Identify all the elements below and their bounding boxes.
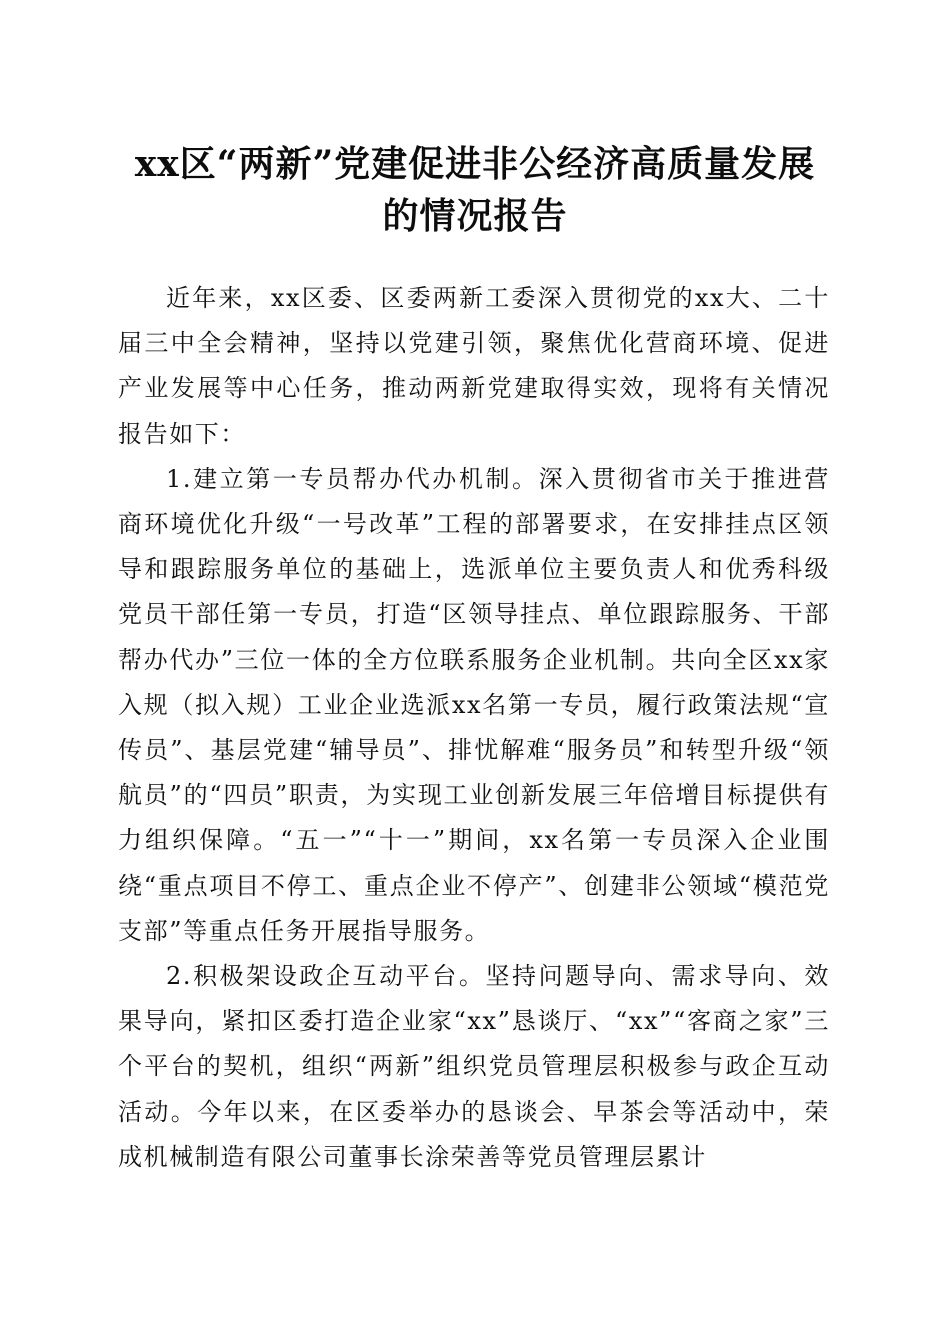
paragraph-intro: 近年来，xx区委、区委两新工委深入贯彻党的xx大、二十届三中全会精神，坚持以党建引领，聚焦优化营商环境、促进产业发展等中心任务，推动两新党建取得实效，现将有关情况报告如下： xyxy=(118,284,830,448)
document-body xyxy=(118,276,830,1180)
title-line-2: 的情况报告 xyxy=(382,195,568,237)
paragraph-item-1: 1.建立第一专员帮办代办机制。深入贯彻省市关于推进营商环境优化升级“一号改革”工程的部署要求，在安排挂点区领导和跟踪服务单位的基础上，选派单位主要负责人和优秀科级党员干部任第一专员，打造“区领导挂点、单位跟踪服务、干部帮办代办”三位一体的全方位联系服务企业机制。共向全区xx家入规（拟入规）工业企业选派xx名第一专员，履行政策法规“宣传员”、基层党建“辅导员”、排忧解难“服务员”和转型升级“领航员”的“四员”职责，为实现工业创新发展三年倍增目标提供有力组织保障。“五一”“十一”期间，xx名第一专员深入企业围绕“重点项目不停工、重点企业不停产”、创建非公领域“模范党支部”等重点任务开展指导服务。 xyxy=(118,464,830,945)
paragraph-item-2: 2.积极架设政企互动平台。坚持问题导向、需求导向、效果导向，紧扣区委打造企业家“xx”恳谈厅、“xx”“客商之家”三个平台的契机，组织“两新”组织党员管理层积极参与政企互动活动。今年以来，在区委举办的恳谈会、早茶会等活动中，荣成机械制造有限公司董事长涂荣善等党员管理层累计 xyxy=(118,962,830,1171)
title-line-1: xx区“两新”党建促进非公经济高质量发展 xyxy=(134,143,816,185)
document-title xyxy=(100,138,850,242)
